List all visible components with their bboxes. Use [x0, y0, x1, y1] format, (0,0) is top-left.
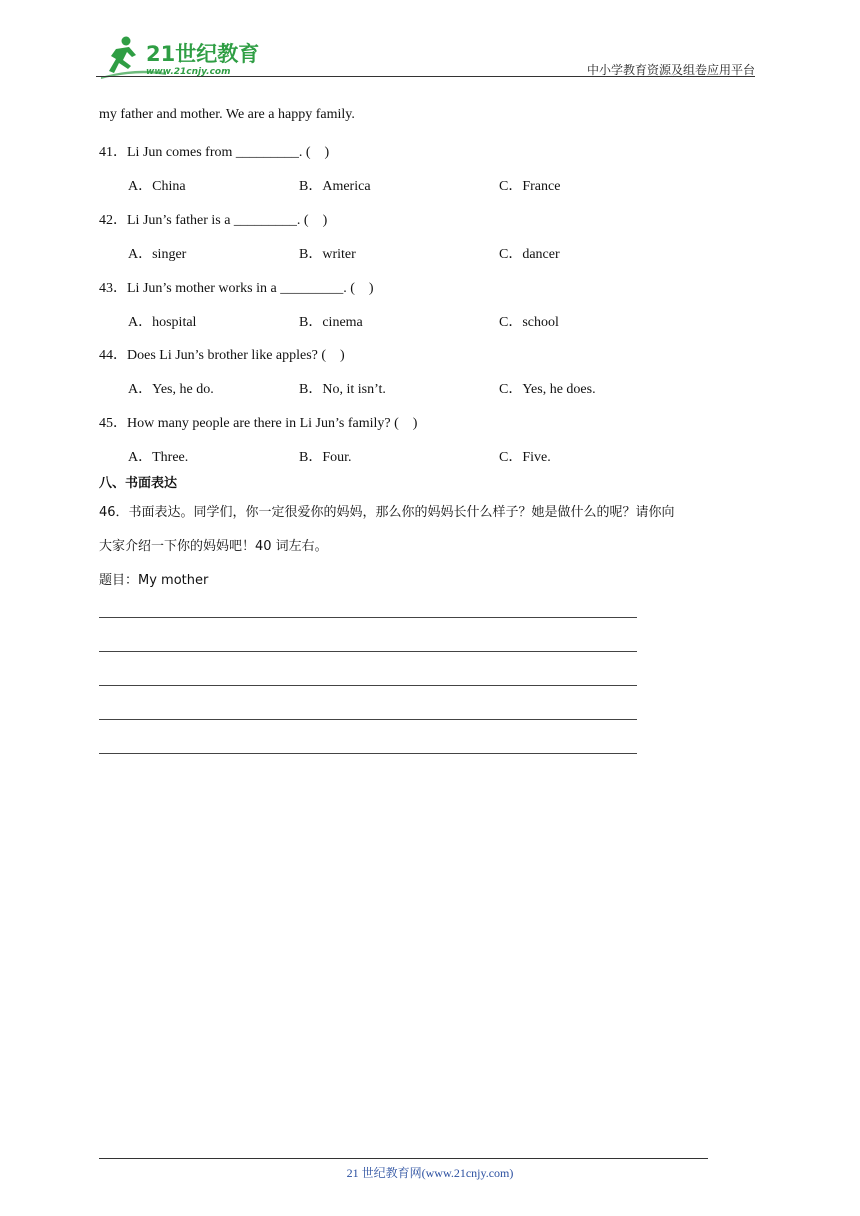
question-43: 43．Li Jun’s mother works in a _________. ( ): [99, 281, 374, 296]
q44-option-a: A．Yes, he do.: [128, 382, 214, 397]
q42-option-c: C．dancer: [499, 247, 560, 262]
q44-option-c: C．Yes, he does.: [499, 382, 596, 397]
q41-option-b: B．America: [299, 179, 371, 194]
site-logo: [96, 33, 261, 79]
question-41: 41．Li Jun comes from _________. ( ): [99, 145, 330, 160]
q44-option-b: B．No, it isn’t.: [299, 382, 386, 397]
header-divider: [96, 76, 755, 77]
q45-option-a: A．Three.: [128, 450, 189, 465]
section-title: 八、书面表达: [99, 476, 178, 491]
question-42: 42．Li Jun’s father is a _________. ( ): [99, 213, 328, 228]
question-45: 45．How many people are there in Li Jun’s family? ( ): [99, 416, 418, 431]
writing-prompt-line-2: 大家介绍一下你的妈妈吧！40 词左右。: [99, 539, 328, 554]
passage-text: my father and mother. We are a happy family.: [99, 107, 355, 122]
q45-option-c: C．Five.: [499, 450, 551, 465]
footer-link[interactable]: 21 世纪教育网(www.21cnjy.com): [346, 1166, 514, 1180]
q43-option-c: C．school: [499, 315, 559, 330]
platform-name: 中小学教育资源及组卷应用平台: [586, 63, 755, 77]
q41-option-a: A．China: [128, 179, 186, 194]
logo-url: www.21cnjy.com: [146, 67, 231, 77]
writing-prompt-line-1: 46．书面表达。同学们，你一定很爱你的妈妈，那么你的妈妈长什么样子？她是做什么的呢？请你向: [99, 505, 675, 520]
q43-option-b: B．cinema: [299, 315, 363, 330]
q45-option-b: B．Four.: [299, 450, 352, 465]
q43-option-a: A．hospital: [128, 315, 197, 330]
q41-option-c: C．France: [499, 179, 561, 194]
writing-topic: 题目：My mother: [99, 573, 209, 588]
question-44: 44．Does Li Jun’s brother like apples? ( ): [99, 348, 345, 363]
answer-line[interactable]: [99, 651, 637, 652]
answer-line[interactable]: [99, 719, 637, 720]
q42-option-b: B．writer: [299, 247, 356, 262]
footer-divider: [99, 1158, 708, 1159]
q42-option-a: A．singer: [128, 247, 187, 262]
answer-line[interactable]: [99, 617, 637, 618]
answer-line[interactable]: [99, 685, 637, 686]
answer-line[interactable]: [99, 753, 637, 754]
logo-wordmark: 21世纪教育: [146, 42, 260, 66]
